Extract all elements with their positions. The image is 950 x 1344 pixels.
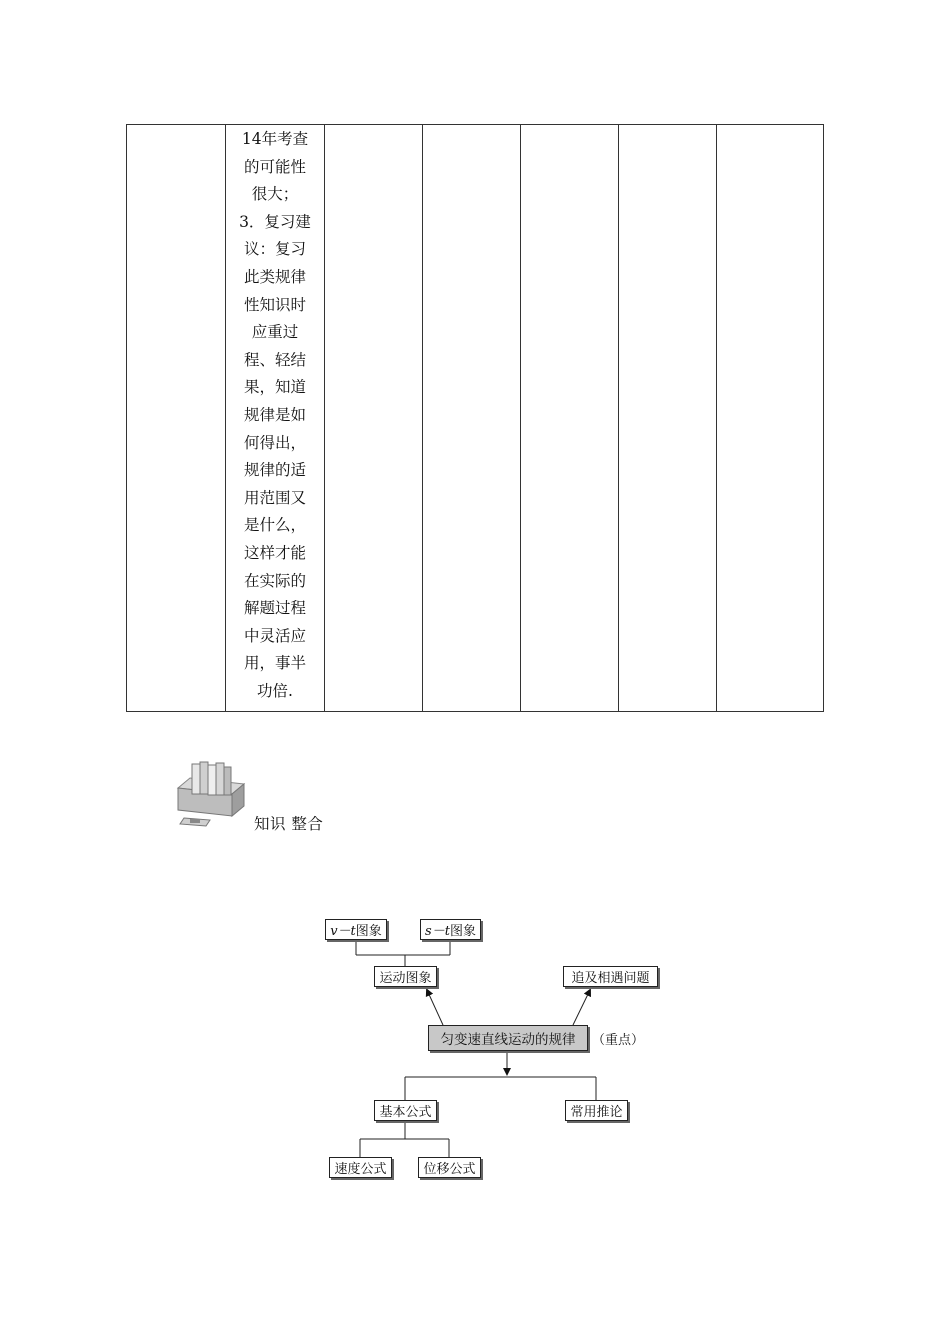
table-cell-3 — [325, 125, 423, 712]
pursuit-problems-box: 追及相遇问题 — [563, 966, 658, 987]
text-line: 用，事半 — [243, 654, 306, 673]
table-cell-4 — [423, 125, 521, 712]
text-line: 很大； — [251, 185, 299, 204]
text-line: 性知识时 — [243, 295, 306, 314]
st-graph-box — [420, 919, 481, 940]
text-line: 议：复习 — [243, 240, 306, 259]
continuation-table — [126, 124, 824, 712]
table-cell-5 — [521, 125, 619, 712]
displacement-formula-box: 位移公式 — [418, 1157, 481, 1178]
text-line: 用范围又 — [243, 488, 306, 507]
books-computer-icon — [174, 758, 250, 828]
key-point-note: （重点） — [592, 1033, 645, 1048]
common-inferences-box: 常用推论 — [565, 1100, 628, 1121]
text-line: 的可能性 — [243, 157, 306, 176]
st-graph-var: s－t — [425, 924, 450, 939]
basic-formulas-box: 基本公式 — [374, 1100, 437, 1121]
text-line: 功倍. — [257, 681, 293, 700]
st-graph-suffix: 图象 — [449, 924, 476, 939]
table-cell-2 — [226, 125, 325, 712]
text-line: 规律是如 — [243, 405, 306, 424]
text-line: 程、轻结 — [243, 350, 306, 369]
central-topic-box: 匀变速直线运动的规律 — [428, 1025, 588, 1051]
text-line: 在实际的 — [243, 571, 306, 590]
review-advice-text — [226, 125, 324, 705]
text-line: 应重过 — [251, 323, 299, 342]
text-line: 解题过程 — [243, 599, 306, 618]
table-cell-7 — [717, 125, 824, 712]
text-line: 这样才能 — [243, 543, 306, 562]
table-body — [126, 124, 824, 712]
section-title: 知识 整合 — [254, 815, 324, 833]
text-line: 此类规律 — [243, 267, 306, 286]
table-cell-6 — [619, 125, 717, 712]
text-line: 中灵活应 — [243, 626, 306, 645]
table-cell-1 — [127, 125, 226, 712]
velocity-formula-box: 速度公式 — [329, 1157, 392, 1178]
text-line: 规律的适 — [243, 461, 306, 480]
text-line: 3．复习建 — [239, 212, 311, 231]
vt-graph-box — [325, 919, 387, 940]
motion-graphs-box: 运动图象 — [374, 966, 437, 987]
vt-graph-suffix: 图象 — [355, 924, 382, 939]
text-line: 何得出， — [243, 433, 306, 452]
text-line: 是什么， — [243, 516, 306, 535]
vt-graph-var: v－t — [330, 924, 356, 939]
text-line: 果，知道 — [243, 378, 306, 397]
table-row — [127, 125, 824, 712]
text-line: 14年考查 — [241, 130, 309, 148]
